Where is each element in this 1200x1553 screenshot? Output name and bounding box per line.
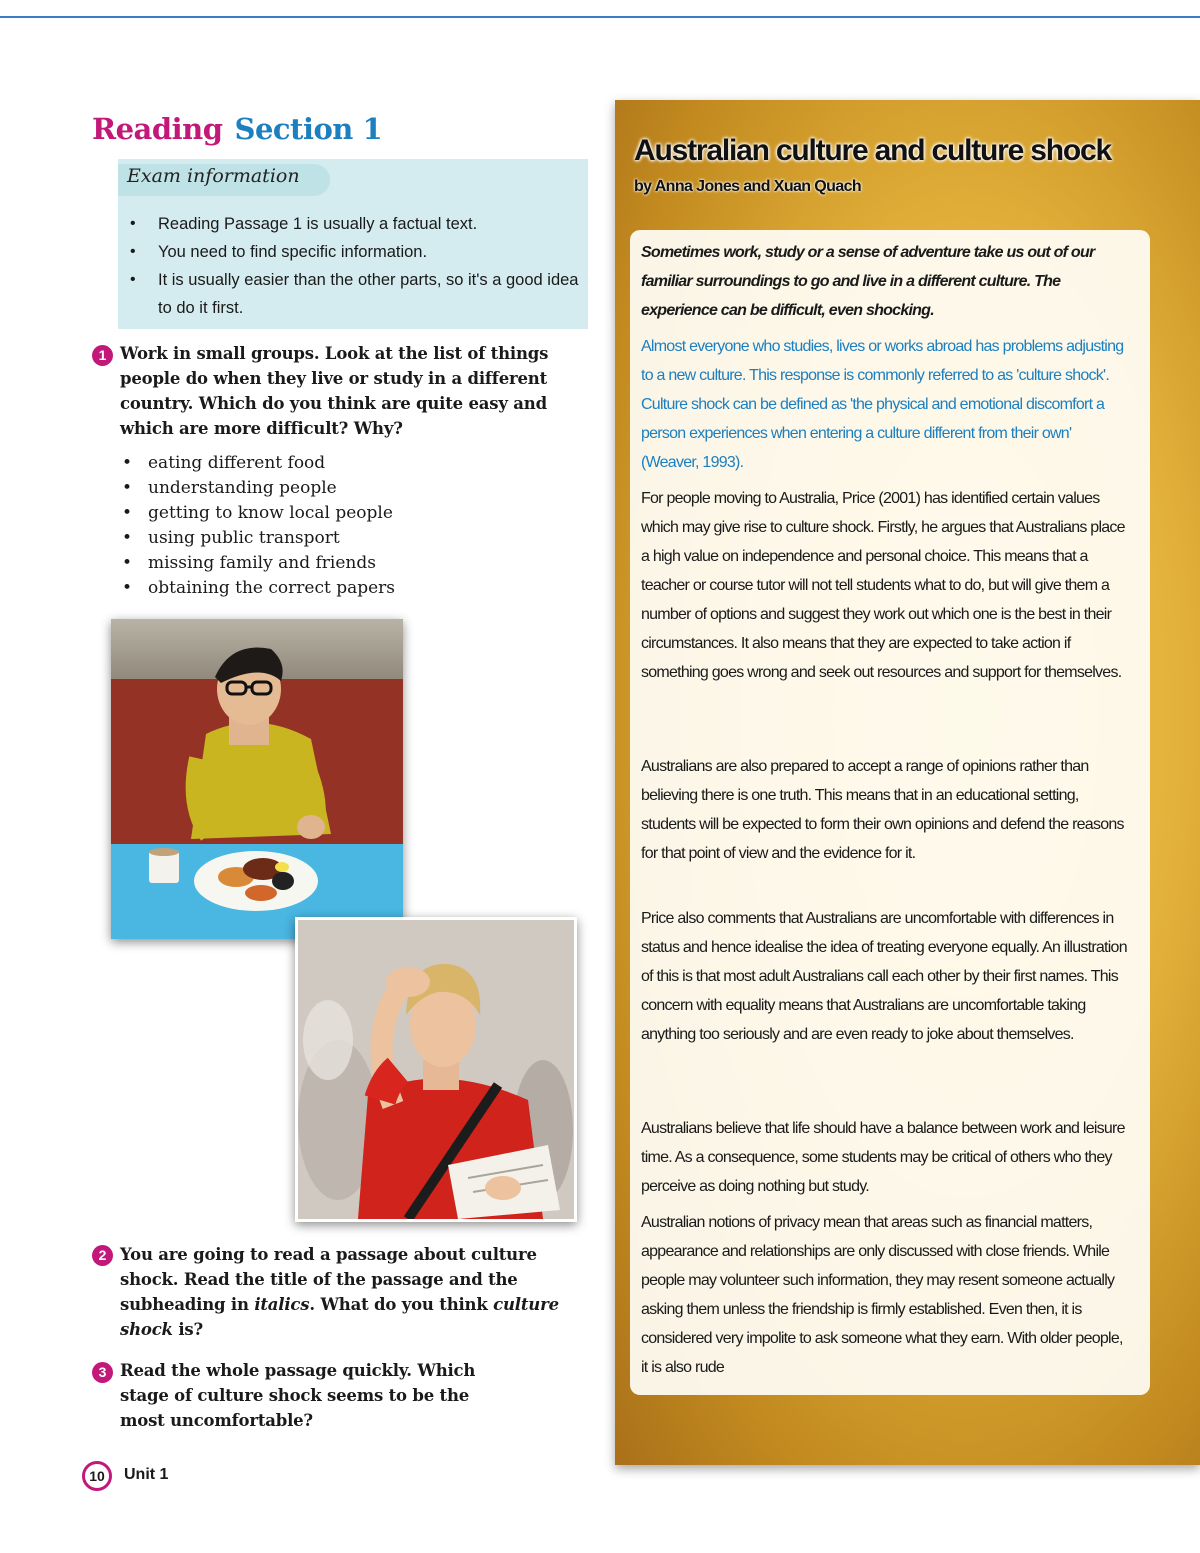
article-title: Australian culture and culture shock: [634, 134, 1111, 167]
activities-list: [120, 451, 395, 601]
task-3-instruction: Read the whole passage quickly. Which stage of culture shock seems to be the most uncomfortable?: [120, 1361, 476, 1430]
list-item: • eating different food: [120, 451, 395, 476]
task-2-text: . What do you think: [309, 1295, 494, 1314]
exam-info-list: [130, 210, 580, 322]
task-2-italic: italics: [254, 1295, 310, 1314]
unit-label: Unit 1: [124, 1466, 169, 1483]
photo-man-with-map: [295, 917, 577, 1222]
task-2-instruction: [120, 1242, 590, 1342]
article-paragraph: Australians are also prepared to accept a range of opinions rather than believing there is one truth. This means that in an educational setting, students will be expected to form their own opinions and defend the reasons for that point of view and the evidence for it.: [641, 758, 1124, 862]
heading-reading: Reading: [92, 112, 223, 146]
exam-info-bullet: • You need to find specific information.: [130, 238, 580, 266]
task-2-text: You are going to read a passage about culture shock. Read the title of the passage and the subheading in: [120, 1245, 537, 1314]
exam-info-bullet: • Reading Passage 1 is usually a factual text.: [130, 210, 580, 238]
exam-info-bullet: • It is usually easier than the other parts, so it's a good idea to do it first.: [130, 266, 580, 322]
article-intro: Almost everyone who studies, lives or works abroad has problems adjusting to a new culture. This response is commonly referred to as 'culture shock'. Culture shock can be defined as 'the physical and emotional discomfort a person experiences when entering a culture different from their own' (Weaver, 1993).: [641, 338, 1124, 471]
list-item: • using public transport: [120, 526, 395, 551]
section-heading: [92, 112, 382, 146]
task-3-number: 3: [92, 1362, 113, 1383]
task-1-instruction: Work in small groups. Look at the list of things people do when they live or study in a different country. Which do you think are quite easy and which are more difficult? Why?: [120, 344, 549, 438]
task-2-number: 2: [92, 1245, 113, 1266]
breakfast-illustration: [111, 619, 403, 939]
top-rule: [0, 16, 1200, 18]
list-item: • getting to know local people: [120, 501, 395, 526]
map-man-illustration: [298, 920, 574, 1219]
page-number-badge: 10: [82, 1461, 112, 1491]
list-item: • obtaining the correct papers: [120, 576, 395, 601]
photo-man-eating-breakfast: [111, 619, 403, 939]
exam-info-label: Exam information: [127, 165, 300, 187]
heading-section: Section 1: [234, 112, 383, 146]
article-byline: by Anna Jones and Xuan Quach: [634, 178, 862, 195]
task-2-text: is?: [172, 1320, 203, 1339]
list-item: • missing family and friends: [120, 551, 395, 576]
article-paragraph: For people moving to Australia, Price (2001) has identified certain values which may give rise to culture shock. Firstly, he argues that Australians place a high value on independence and personal choice. This means that a teacher or course tutor will not tell students what to do, but will give them a number of options and suggest they work out which one is the best in their circumstances. It also means that they are expected to take action if something goes wrong and seek out resources and support for themselves.: [641, 490, 1125, 681]
article-lead: Sometimes work, study or a sense of adventure take us out of our familiar surroundings to go and live in a different culture. The experience can be difficult, even shocking.: [641, 244, 1095, 319]
article-paragraph: Price also comments that Australians are uncomfortable with differences in status and hence idealise the idea of treating everyone equally. An illustration of this is that most adult Australians call each other by their first names. This concern with equality means that Australians are uncomfortable taking anything too seriously and are even ready to joke about themselves.: [641, 910, 1127, 1043]
task-2-italic: culture shock: [120, 1295, 559, 1339]
list-item: • understanding people: [120, 476, 395, 501]
article-paragraph: Australians believe that life should have a balance between work and leisure time. As a consequence, some students may be critical of others who they perceive as doing nothing but study.: [641, 1120, 1125, 1195]
task-1-number: 1: [92, 345, 113, 366]
article-paragraph: Australian notions of privacy mean that areas such as financial matters, appearance and relationships are only discussed with close friends. While people may volunteer such information, they may resent someone actually asking them unless the friendship is firmly established. Even then, it is considered very impolite to ask someone what they earn. With older people, it is also rude: [641, 1214, 1123, 1376]
